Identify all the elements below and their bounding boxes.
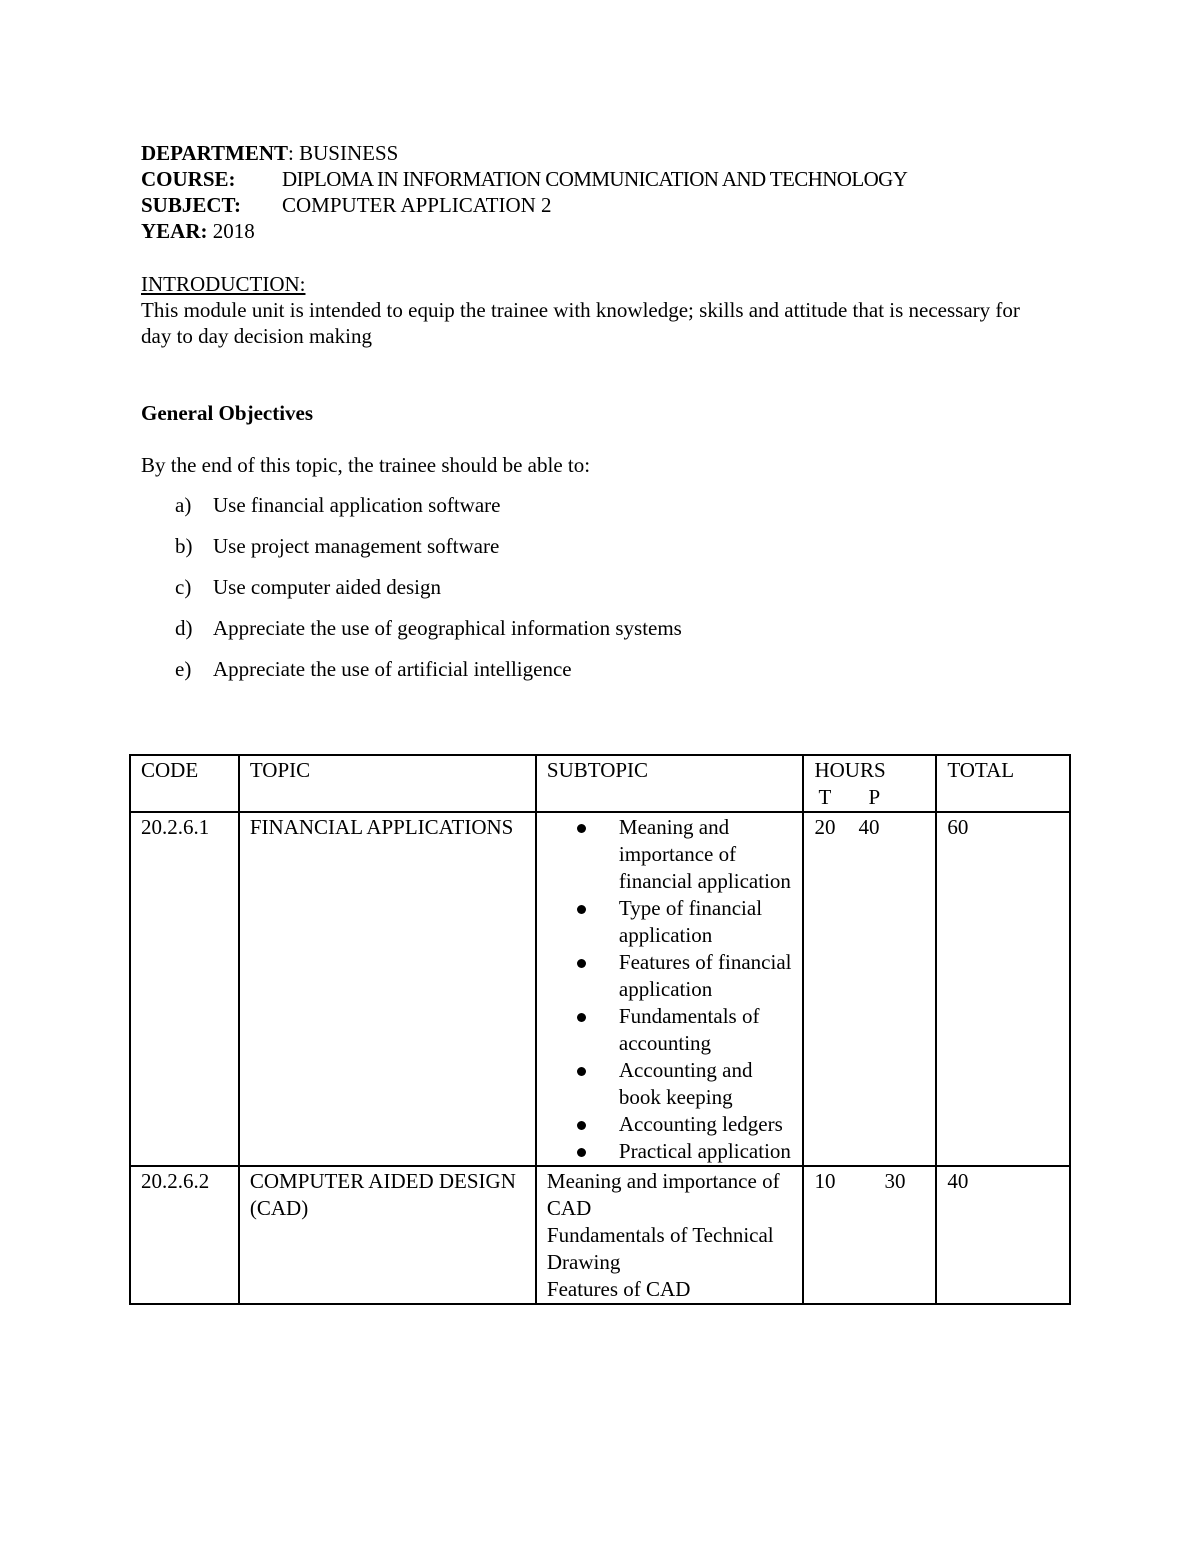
subtopic-text: Fundamentals of Technical Drawing — [546, 1223, 774, 1274]
cell-code: 20.2.6.2 — [130, 1166, 239, 1304]
introduction-heading: INTRODUCTION: — [141, 272, 306, 296]
cell-hours — [803, 812, 936, 1166]
list-item-letter: a) — [175, 493, 192, 517]
list-item-text: Use computer aided design — [213, 575, 442, 599]
cell-hours — [803, 1166, 936, 1304]
year-label: YEAR: — [141, 219, 208, 243]
subtopic-bullet-list — [537, 814, 793, 1165]
header-hours-label: HOURS — [814, 758, 886, 782]
subject-label: SUBJECT: — [141, 193, 241, 217]
hours-values — [814, 814, 925, 841]
course-label: COURSE: — [141, 167, 236, 191]
hours-t-value: 10 — [814, 1169, 836, 1193]
subtopic-item — [537, 814, 793, 895]
list-item-letter: c) — [175, 575, 192, 599]
table-row — [130, 812, 1070, 1166]
cell-subtopics — [536, 1166, 804, 1304]
list-item — [141, 574, 1071, 615]
subtopic-text: Fundamentals of accounting — [618, 1004, 760, 1055]
bullet-icon — [537, 1003, 619, 1057]
subtopic-text: Features of financial application — [618, 950, 792, 1001]
bullet-icon — [537, 814, 619, 895]
subtopic-text: Features of CAD — [546, 1277, 691, 1301]
hours-t-value: 20 — [814, 815, 836, 839]
cell-topic: FINANCIAL APPLICATIONS — [239, 812, 536, 1166]
hours-p-value: 40 — [858, 815, 880, 839]
cell-total: 60 — [936, 812, 1070, 1166]
table-row — [130, 1166, 1070, 1304]
subtopic-item — [537, 1057, 793, 1111]
bullet-icon — [537, 1138, 619, 1165]
list-item — [141, 615, 1071, 656]
header-hours-p: P — [868, 785, 881, 809]
list-item-text: Use financial application software — [213, 493, 501, 517]
list-item-text: Use project management software — [213, 534, 500, 558]
subtopic-text: Practical application — [618, 1139, 791, 1163]
year-value: 2018 — [207, 219, 255, 243]
subtopic-item — [537, 949, 793, 1003]
header-code: CODE — [130, 755, 239, 812]
general-objectives-heading: General Objectives — [141, 401, 314, 425]
subtopic-text: Accounting and book keeping — [618, 1058, 753, 1109]
subtopic-text: Type of financial application — [618, 896, 763, 947]
bullet-icon — [537, 1057, 619, 1111]
header-hours-t: T — [818, 785, 832, 809]
bullet-icon — [537, 895, 619, 949]
course-value: DIPLOMA IN INFORMATION COMMUNICATION AND TECHNOLOGY — [282, 167, 908, 191]
bullet-icon — [537, 1111, 619, 1138]
hours-p-value: 30 — [884, 1169, 906, 1193]
objectives-list — [141, 492, 1071, 697]
list-item-letter: e) — [175, 657, 192, 681]
syllabus-table — [129, 754, 1071, 1305]
course-row — [141, 166, 1071, 192]
list-item — [141, 656, 1071, 697]
subject-value: COMPUTER APPLICATION 2 — [282, 193, 552, 217]
list-item-letter: b) — [175, 534, 193, 558]
list-item-letter: d) — [175, 616, 193, 640]
subtopic-item — [537, 895, 793, 949]
subtopic-text: Accounting ledgers — [618, 1112, 783, 1136]
introduction-text: This module unit is intended to equip the trainee with knowledge; skills and attitude that is necessary for day to day decision making — [141, 298, 1020, 348]
header-hours — [803, 755, 936, 812]
header-subtopic: SUBTOPIC — [536, 755, 804, 812]
table-header-row — [130, 755, 1070, 812]
hours-values — [814, 1168, 925, 1195]
objectives-lead: By the end of this topic, the trainee should be able to: — [141, 453, 591, 477]
header-total: TOTAL — [936, 755, 1070, 812]
list-item — [141, 533, 1071, 574]
year-row — [141, 218, 1071, 244]
cell-subtopics — [536, 812, 804, 1166]
department-row — [141, 140, 1071, 166]
document-page — [141, 140, 1071, 718]
cell-code: 20.2.6.1 — [130, 812, 239, 1166]
subtopic-item — [537, 1111, 793, 1138]
department-value: : BUSINESS — [288, 141, 399, 165]
cell-total: 40 — [936, 1166, 1070, 1304]
department-label: DEPARTMENT — [141, 141, 289, 165]
bullet-icon — [537, 949, 619, 1003]
header-hours-tp — [814, 784, 925, 811]
subtopic-item — [537, 1003, 793, 1057]
header-topic: TOPIC — [239, 755, 536, 812]
cell-topic: COMPUTER AIDED DESIGN (CAD) — [239, 1166, 536, 1304]
subject-row — [141, 192, 1071, 218]
list-item — [141, 492, 1071, 533]
list-item-text: Appreciate the use of artificial intelligence — [213, 657, 572, 681]
subtopic-item — [537, 1138, 793, 1165]
subtopic-text: Meaning and importance of financial application — [618, 815, 791, 893]
subtopic-text: Meaning and importance of CAD — [546, 1169, 780, 1220]
list-item-text: Appreciate the use of geographical information systems — [213, 616, 682, 640]
